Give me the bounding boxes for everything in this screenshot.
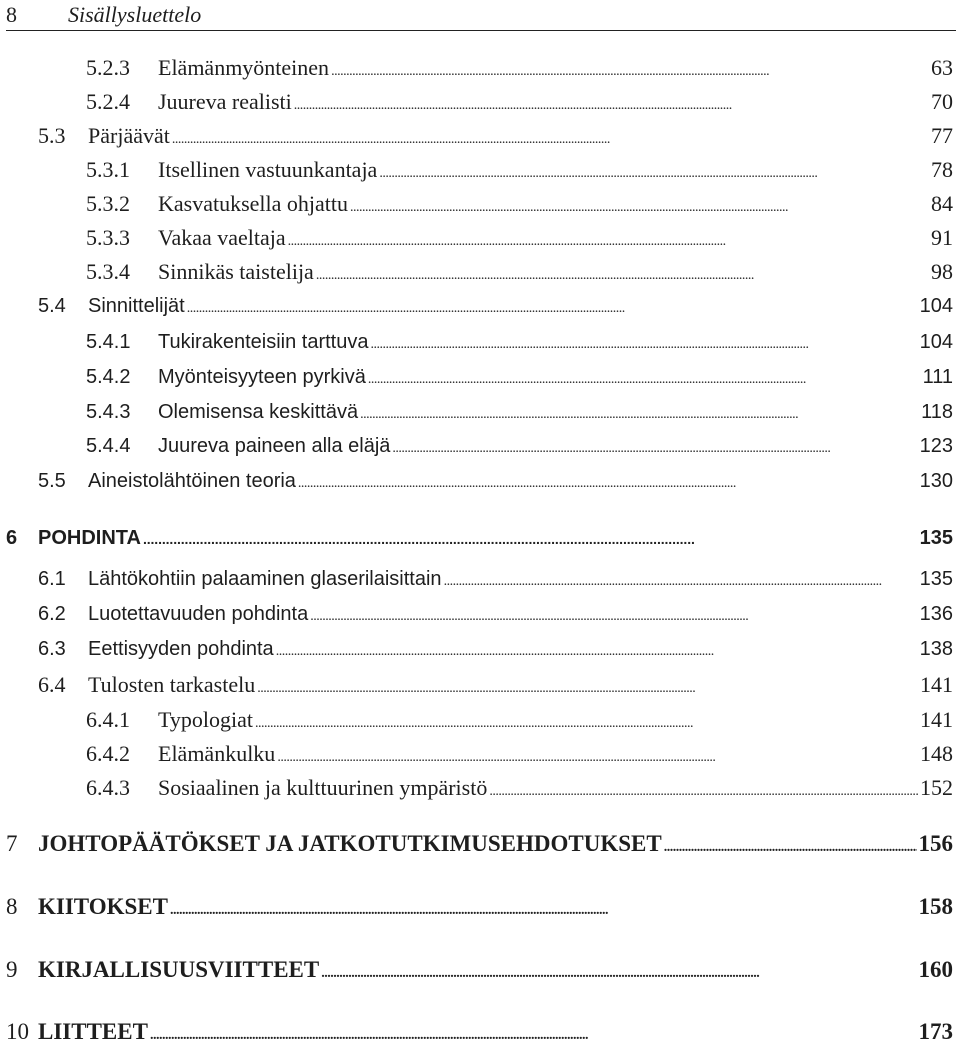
dot-leader bbox=[298, 469, 918, 499]
toc-entry-number: 6.3 bbox=[38, 638, 66, 660]
toc-chapter[interactable] bbox=[6, 1017, 953, 1047]
dot-leader bbox=[664, 833, 917, 863]
dot-leader bbox=[170, 896, 917, 926]
toc-entry-number: 5.4.3 bbox=[86, 401, 131, 423]
toc-entry-number: 5.2.3 bbox=[86, 55, 130, 80]
dot-leader bbox=[350, 193, 929, 223]
toc-entry-page: 152 bbox=[920, 775, 953, 800]
toc-entry-page: 123 bbox=[919, 435, 953, 457]
dot-leader bbox=[187, 294, 918, 324]
toc-entry[interactable] bbox=[86, 431, 953, 461]
toc-entry-number: 5.3.1 bbox=[86, 157, 130, 182]
toc-entry-page: 141 bbox=[920, 672, 953, 697]
toc-entry[interactable] bbox=[38, 466, 953, 496]
toc-entry-number: 5.3 bbox=[38, 123, 66, 148]
dot-leader bbox=[255, 709, 918, 739]
toc-entry-title: Juureva realisti bbox=[158, 89, 292, 114]
toc-entry[interactable] bbox=[86, 327, 953, 357]
toc-entry-page: 104 bbox=[919, 331, 953, 353]
toc-entry-title: Sinnittelijät bbox=[88, 295, 185, 317]
toc-entry-title: Elämänkulku bbox=[158, 741, 276, 766]
toc-chapter-title: LIITTEET bbox=[38, 1019, 148, 1044]
toc-entry-number: 5.3.4 bbox=[86, 259, 130, 284]
dot-leader bbox=[360, 400, 919, 430]
toc-entry-number: 5.4 bbox=[38, 295, 66, 317]
toc-entry-number: 6.4.2 bbox=[86, 741, 130, 766]
toc-entry-number: 6.1 bbox=[38, 568, 66, 590]
toc-entry[interactable] bbox=[38, 634, 953, 664]
toc-chapter-title: JOHTOPÄÄTÖKSET JA JATKOTUTKIMUSEHDOTUKSET bbox=[38, 831, 662, 856]
toc-entry-title: Eettisyyden pohdinta bbox=[88, 638, 274, 660]
toc-entry-page: 63 bbox=[931, 55, 953, 80]
toc-entry-page: 135 bbox=[919, 568, 953, 590]
toc-entry[interactable] bbox=[38, 670, 953, 700]
toc-entry-title: Itsellinen vastuunkantaja bbox=[158, 157, 378, 182]
toc-entry-page: 98 bbox=[931, 259, 953, 284]
toc-chapter-page: 135 bbox=[919, 527, 953, 549]
toc-entry[interactable] bbox=[86, 773, 953, 803]
toc-entry-title: Lähtökohtiin palaaminen glaserilaisittain bbox=[88, 568, 442, 590]
toc-entry-title: Tulosten tarkastelu bbox=[88, 672, 256, 697]
toc-entry-title: Aineistolähtöinen teoria bbox=[88, 470, 296, 492]
toc-entry-page: 141 bbox=[920, 707, 953, 732]
toc-entry[interactable] bbox=[86, 257, 953, 287]
toc-chapter-title: KIITOKSET bbox=[38, 894, 168, 919]
toc-chapter-number: 9 bbox=[6, 957, 18, 982]
dot-leader bbox=[172, 125, 929, 155]
toc-entry-number: 5.5 bbox=[38, 470, 66, 492]
toc-chapter-page: 160 bbox=[918, 957, 953, 982]
toc-entry[interactable] bbox=[86, 739, 953, 769]
toc-entry[interactable] bbox=[86, 705, 953, 735]
toc-entry-title: Pärjäävät bbox=[88, 123, 170, 148]
toc-chapter-page: 156 bbox=[918, 831, 953, 856]
dot-leader bbox=[444, 567, 918, 597]
toc-entry[interactable] bbox=[38, 291, 953, 321]
toc-entry-title: Myönteisyyteen pyrkivä bbox=[158, 366, 366, 388]
dot-leader bbox=[150, 1021, 917, 1051]
toc-entry-number: 5.2.4 bbox=[86, 89, 130, 114]
toc-entry[interactable] bbox=[86, 155, 953, 185]
toc-chapter-number: 10 bbox=[6, 1019, 29, 1044]
toc-entry-number: 6.2 bbox=[38, 603, 66, 625]
toc-entry-number: 6.4.1 bbox=[86, 707, 130, 732]
toc-entry-title: Elämänmyönteinen bbox=[158, 55, 330, 80]
toc-chapter-title: POHDINTA bbox=[38, 527, 141, 549]
toc-entry-title: Typologiat bbox=[158, 707, 254, 732]
dot-leader bbox=[379, 159, 929, 189]
toc-entry-title: Olemisensa keskittävä bbox=[158, 401, 359, 423]
toc-entry-page: 111 bbox=[922, 366, 953, 388]
dot-leader bbox=[277, 743, 918, 773]
toc-entry-number: 5.4.4 bbox=[86, 435, 131, 457]
toc-entry-page: 77 bbox=[931, 123, 953, 148]
toc-entry[interactable] bbox=[38, 564, 953, 594]
toc-entry[interactable] bbox=[86, 87, 953, 117]
toc-chapter-number: 8 bbox=[6, 894, 18, 919]
toc-entry[interactable] bbox=[86, 189, 953, 219]
toc-chapter[interactable] bbox=[6, 829, 953, 859]
toc-entry-number: 5.3.3 bbox=[86, 225, 130, 250]
dot-leader bbox=[276, 637, 918, 667]
toc-entry-title: Kasvatuksella ohjattu bbox=[158, 191, 349, 216]
dot-leader bbox=[392, 434, 917, 464]
toc-entry-title: Vakaa vaeltaja bbox=[158, 225, 286, 250]
header-page-number: 8 bbox=[6, 2, 17, 27]
toc-chapter-number: 7 bbox=[6, 831, 18, 856]
toc-chapter-number: 6 bbox=[6, 527, 18, 549]
toc-entry-title: Luotettavuuden pohdinta bbox=[88, 603, 309, 625]
toc-chapter-page: 173 bbox=[918, 1019, 953, 1044]
dot-leader bbox=[257, 674, 918, 704]
dot-leader bbox=[310, 602, 917, 632]
toc-entry[interactable] bbox=[86, 223, 953, 253]
dot-leader bbox=[294, 91, 929, 121]
toc-entry-page: 138 bbox=[919, 638, 953, 660]
toc-entry-page: 104 bbox=[919, 295, 953, 317]
toc-entry-page: 130 bbox=[919, 470, 953, 492]
toc-entry-page: 91 bbox=[931, 225, 953, 250]
toc-entry[interactable] bbox=[38, 599, 953, 629]
dot-leader bbox=[288, 227, 929, 257]
toc-entry-number: 5.4.1 bbox=[86, 331, 131, 353]
dot-leader bbox=[316, 261, 929, 291]
toc-entry-page: 78 bbox=[931, 157, 953, 182]
toc-entry-number: 5.3.2 bbox=[86, 191, 130, 216]
toc-chapter[interactable] bbox=[6, 523, 953, 553]
dot-leader bbox=[143, 524, 918, 554]
toc-chapter-page: 158 bbox=[918, 894, 953, 919]
dot-leader bbox=[370, 330, 917, 360]
dot-leader bbox=[368, 365, 921, 395]
toc-entry-number: 6.4.3 bbox=[86, 775, 130, 800]
toc-entry-title: Tukirakenteisiin tarttuva bbox=[158, 331, 369, 353]
toc-entry-page: 84 bbox=[931, 191, 953, 216]
toc-entry[interactable] bbox=[86, 397, 953, 427]
toc-entry[interactable] bbox=[86, 362, 953, 392]
dot-leader bbox=[489, 777, 918, 807]
header-title: Sisällysluettelo bbox=[68, 2, 202, 27]
toc-chapter[interactable] bbox=[6, 955, 953, 985]
toc-entry-page: 148 bbox=[920, 741, 953, 766]
toc-entry-number: 5.4.2 bbox=[86, 366, 131, 388]
toc-entry-title: Sinnikäs taistelija bbox=[158, 259, 314, 284]
toc-entry[interactable] bbox=[38, 121, 953, 151]
toc-entry[interactable] bbox=[86, 53, 953, 83]
dot-leader bbox=[321, 959, 916, 989]
toc-entry-title: Juureva paineen alla eläjä bbox=[158, 435, 391, 457]
toc-entry-page: 70 bbox=[931, 89, 953, 114]
toc-entry-number: 6.4 bbox=[38, 672, 66, 697]
toc-entry-title: Sosiaalinen ja kulttuurinen ympäristö bbox=[158, 775, 488, 800]
toc-chapter[interactable] bbox=[6, 892, 953, 922]
toc-entry-page: 118 bbox=[921, 401, 953, 423]
toc-entry-page: 136 bbox=[919, 603, 953, 625]
dot-leader bbox=[331, 57, 929, 87]
toc-chapter-title: KIRJALLISUUSVIITTEET bbox=[38, 957, 320, 982]
